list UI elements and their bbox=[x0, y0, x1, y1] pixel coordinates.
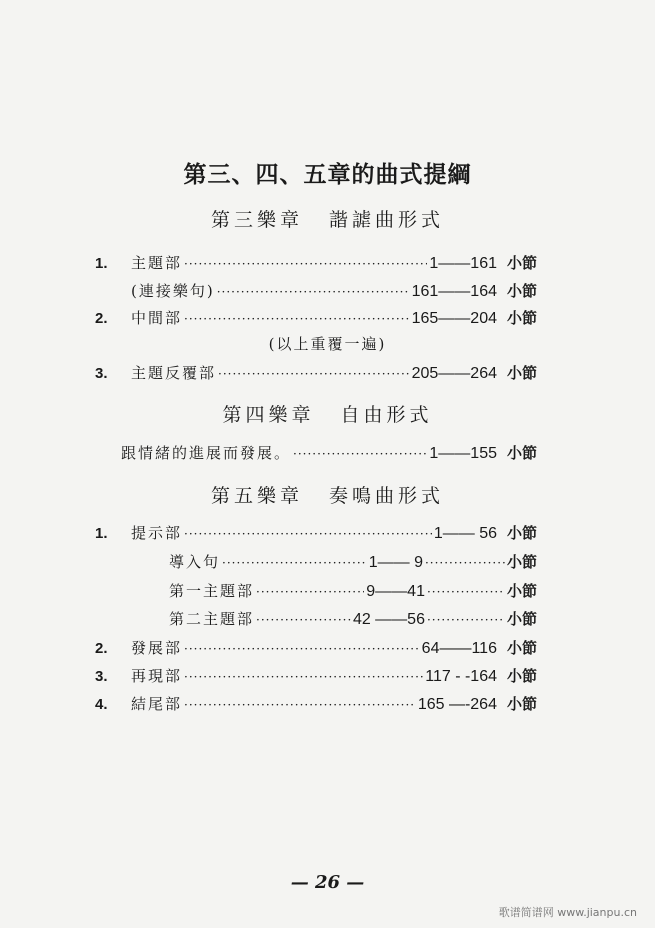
row-unit: 小節 bbox=[506, 695, 537, 713]
dot-leader bbox=[184, 670, 423, 684]
row-unit: 小節 bbox=[506, 444, 537, 462]
row-range: 64——116 bbox=[421, 640, 497, 657]
outline-row bbox=[95, 637, 537, 659]
row-number: 2. bbox=[95, 310, 108, 327]
row-range: 1——161 bbox=[429, 255, 497, 272]
row-label: 再現部 bbox=[131, 667, 183, 685]
outline-row bbox=[95, 307, 537, 329]
dot-leader bbox=[427, 585, 505, 599]
row-unit: 小節 bbox=[506, 553, 537, 571]
outline-row bbox=[95, 693, 537, 715]
row-label: 主題部 bbox=[131, 254, 183, 272]
outline-row bbox=[95, 442, 537, 464]
row-label: 第二主題部 bbox=[169, 610, 255, 628]
row-label: 跟情緒的進展而發展。 bbox=[121, 444, 292, 462]
row-unit: 小節 bbox=[506, 309, 537, 327]
row-range: 117 - -164 bbox=[425, 668, 497, 685]
chapter4-form: 自由形式 bbox=[340, 404, 433, 426]
dot-leader bbox=[184, 642, 420, 656]
row-label: 發展部 bbox=[131, 639, 183, 657]
row-unit: 小節 bbox=[506, 364, 537, 382]
chapter5-heading bbox=[0, 481, 655, 508]
row-unit: 小節 bbox=[506, 610, 537, 628]
row-unit: 小節 bbox=[506, 667, 537, 685]
chapter3-form: 諧謔曲形式 bbox=[329, 209, 445, 231]
chapter5-form: 奏鳴曲形式 bbox=[329, 485, 445, 507]
row-label: 導入句 bbox=[169, 553, 221, 571]
row-range: 205——264 bbox=[411, 365, 497, 382]
page-number: — 26 — bbox=[290, 872, 365, 893]
row-label: 第一主題部 bbox=[169, 582, 255, 600]
dot-leader bbox=[256, 613, 351, 627]
dot-leader bbox=[218, 367, 410, 381]
row-label: (連接樂句) bbox=[131, 282, 215, 300]
outline-row bbox=[95, 580, 537, 602]
row-label: 提示部 bbox=[131, 524, 183, 542]
outline-row bbox=[95, 252, 537, 274]
dot-leader bbox=[184, 257, 427, 271]
dot-leader bbox=[184, 312, 410, 326]
dot-leader bbox=[425, 556, 505, 570]
chapter4-heading bbox=[0, 400, 655, 427]
row-range: 1—— 56 bbox=[433, 525, 497, 542]
outline-row bbox=[95, 280, 537, 302]
outline-row bbox=[95, 608, 537, 630]
row-number: 3. bbox=[95, 365, 108, 382]
row-number: 2. bbox=[95, 640, 108, 657]
row-label: 主題反覆部 bbox=[131, 364, 217, 382]
row-label: 中間部 bbox=[131, 309, 183, 327]
row-unit: 小節 bbox=[506, 639, 537, 657]
outline-row bbox=[95, 551, 537, 573]
dot-leader bbox=[184, 527, 432, 541]
row-unit: 小節 bbox=[506, 582, 537, 600]
row-label: 結尾部 bbox=[131, 695, 183, 713]
row-unit: 小節 bbox=[506, 524, 537, 542]
dot-leader bbox=[256, 585, 364, 599]
chapter4-label: 第四樂章 bbox=[222, 404, 315, 426]
chapter3-heading bbox=[0, 205, 655, 232]
watermark: 歌谱简谱网 www.jianpu.cn bbox=[498, 906, 637, 919]
row-number: 4. bbox=[95, 696, 108, 713]
outline-row bbox=[95, 362, 537, 384]
row-range: 165 —-264 bbox=[417, 696, 497, 713]
row-range: 161——164 bbox=[411, 283, 497, 300]
row-unit: 小節 bbox=[506, 282, 537, 300]
page-title: 第三、四、五章的曲式提綱 bbox=[183, 162, 472, 188]
dot-leader bbox=[427, 613, 505, 627]
row-number: 1. bbox=[95, 525, 108, 542]
outline-row bbox=[95, 665, 537, 687]
dot-leader bbox=[222, 556, 367, 570]
row-range: 42 ——56 bbox=[352, 611, 425, 628]
row-range: 165——204 bbox=[411, 310, 497, 327]
outline-row bbox=[95, 522, 537, 544]
row-range: 1—— 9 bbox=[368, 554, 423, 571]
row-number: 1. bbox=[95, 255, 108, 272]
chapter3-label: 第三樂章 bbox=[210, 209, 303, 231]
chapter5-label: 第五樂章 bbox=[210, 485, 303, 507]
row-range: 1——155 bbox=[429, 445, 497, 462]
dot-leader bbox=[293, 447, 427, 461]
row-number: 3. bbox=[95, 668, 108, 685]
row-unit: 小節 bbox=[506, 254, 537, 272]
dot-leader bbox=[217, 285, 410, 299]
dot-leader bbox=[184, 698, 416, 712]
repeat-note: (以上重覆一遍) bbox=[268, 335, 387, 353]
row-range: 9——41 bbox=[366, 583, 425, 600]
